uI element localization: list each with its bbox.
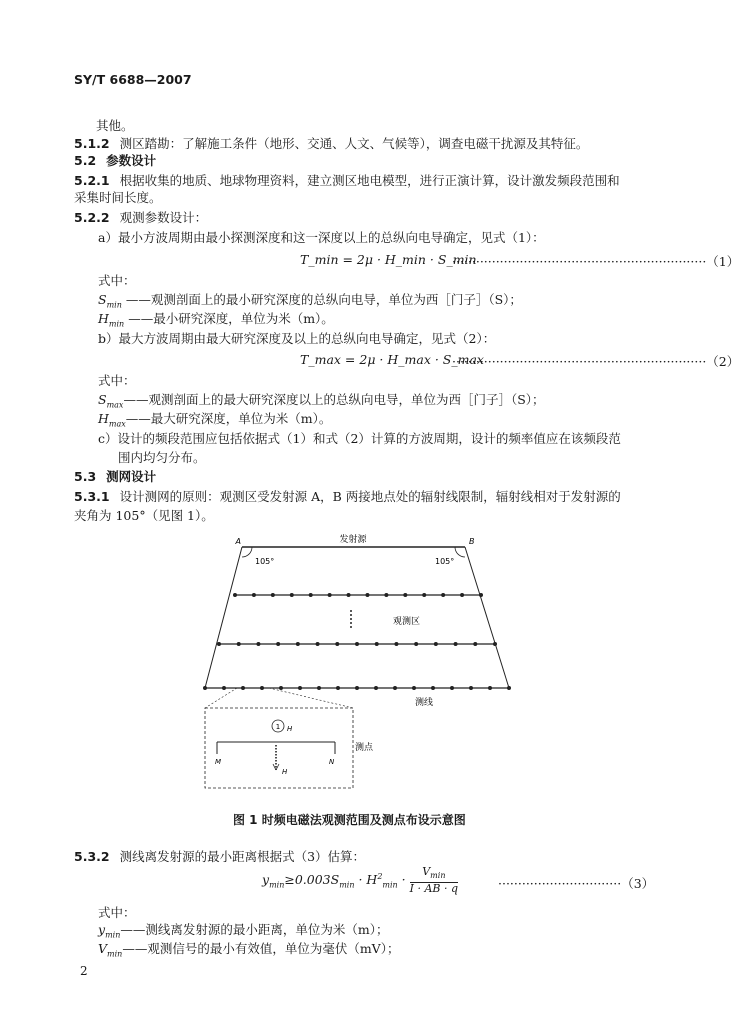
angle-right-label: 105° <box>435 557 455 566</box>
section-text: 测区踏勘：了解施工条件（地形、交通、人文、气候等），调查电磁干扰源及其特征。 <box>119 136 589 151</box>
symbol: $y_{min}$ <box>98 922 121 940</box>
def-ymin: $y_{min}——$测线离发射源的最小距离，单位为米（m）； <box>98 922 389 940</box>
text-line: 围内均匀分布。 <box>118 450 206 465</box>
svg-text:H: H <box>282 768 288 776</box>
formula-1 <box>300 252 477 267</box>
station-dot <box>271 593 275 597</box>
section-number: 5.2.1 <box>74 173 110 188</box>
station-dot <box>460 593 464 597</box>
section-text: 测线离发射源的最小距离根据式（3）估算： <box>119 849 366 864</box>
station-dot <box>450 686 454 690</box>
station-dot <box>237 642 241 646</box>
zoom-line-right <box>269 688 353 708</box>
station-dot <box>336 686 340 690</box>
section-number: 5.2.2 <box>74 210 110 225</box>
section-5-1-2 <box>74 136 588 152</box>
station-dot <box>252 593 256 597</box>
section-number: 5.1.2 <box>74 136 110 151</box>
formula-1-expression: T_min = 2μ · H_min · S_min <box>300 252 477 267</box>
station-dot <box>422 593 426 597</box>
section-number: 5.3 <box>74 469 97 484</box>
station-dot <box>222 686 226 690</box>
symbol: $S_{min}$ <box>98 292 122 310</box>
station-dot <box>507 686 511 690</box>
def-smin: $S_{min}$ ——观测剖面上的最小研究深度的总纵向电导，单位为西［门子］（S）； <box>98 292 522 310</box>
formula-3: $y_{min}\ge 0.003S_{min} \cdot H^2_{min}$ · $\frac{V_{min}}{I \cdot AB \cdot q}$ <box>262 865 459 896</box>
figure-1-diagram <box>195 530 525 800</box>
station-dot <box>317 686 321 690</box>
station-label: 测点 <box>355 743 374 753</box>
station-dot <box>365 593 369 597</box>
station-dot <box>256 642 260 646</box>
station-dot <box>203 686 207 690</box>
station-dots-line-2 <box>217 642 497 646</box>
station-dot <box>335 642 339 646</box>
angle-arc-left <box>242 547 252 557</box>
standard-code: SY/T 6688—2007 <box>74 72 192 87</box>
station-dot <box>316 642 320 646</box>
item-c: c）设计的频段范围应包括依据式（1）和式（2）计算的方波周期，设计的频率值应在该频段范 <box>98 431 621 446</box>
section-title: 参数设计 <box>106 153 157 168</box>
leader-dots: ································································ <box>452 354 707 369</box>
formula-2-expression: T_max = 2μ · H_max · S_max <box>300 352 484 367</box>
section-5-2-2 <box>74 210 207 226</box>
station-dot <box>217 642 221 646</box>
station-dot <box>434 642 438 646</box>
station-dot <box>355 686 359 690</box>
section-text: 观测参数设计： <box>119 210 208 225</box>
figure-caption: 图 1 时频电磁法观测范围及测点布设示意图 <box>233 813 466 827</box>
text-line: 式中： <box>98 373 136 388</box>
station-dot <box>290 593 294 597</box>
text-line: 式中： <box>98 905 136 920</box>
def-smax: $S_{max}——$观测剖面上的最大研究深度以上的总纵向电导，单位为西［门子］（S）； <box>98 392 545 410</box>
station-dot <box>384 593 388 597</box>
angle-arc-right <box>455 547 465 557</box>
section-number: 5.3.1 <box>74 489 110 504</box>
station-dot <box>347 593 351 597</box>
text-line: 夹角为 105°（见图 1）。 <box>74 508 214 523</box>
station-dot <box>328 593 332 597</box>
text-line: 其他。 <box>96 118 134 133</box>
section-5-3-1 <box>74 489 621 505</box>
def-vmin: $V_{min}——$观测信号的最小有效值，单位为毫伏（mV）； <box>98 941 400 959</box>
text-line: 式中： <box>98 273 136 288</box>
def-hmax: $H_{max}——$最大研究深度，单位为米（m）。 <box>98 411 332 429</box>
station-dot <box>374 686 378 690</box>
symbol: $S_{max}$ <box>98 392 124 410</box>
leader-dots: ································································ <box>452 254 707 269</box>
section-number: 5.3.2 <box>74 849 110 864</box>
line-label: 测线 <box>415 698 434 708</box>
station-dot <box>279 686 283 690</box>
section-title: 测网设计 <box>106 469 157 484</box>
section-5-2 <box>74 153 156 169</box>
leader-dots: ······························· <box>498 876 622 891</box>
station-dot <box>355 642 359 646</box>
formula-3-number: ·······························（3） <box>498 876 655 891</box>
station-dot <box>296 642 300 646</box>
area-label: 观测区 <box>393 617 421 627</box>
formula-1-number: ································································（1） <box>452 254 739 269</box>
item-b: b）最大方波周期由最大研究深度及以上的总纵向电导确定，见式（2）： <box>98 331 496 346</box>
section-5-2-1 <box>74 173 620 189</box>
station-dot <box>394 642 398 646</box>
station-dot <box>298 686 302 690</box>
formula-2-number: ································································（2） <box>452 354 739 369</box>
section-text: 设计测网的原则：观测区受发射源 A，B 两接地点处的辐射线限制，辐射线相对于发射源的 <box>119 489 621 504</box>
item-a: a）最小方波周期由最小探测深度和这一深度以上的总纵向电导确定，见式（1）： <box>98 230 545 245</box>
station-dot <box>454 642 458 646</box>
station-dot <box>309 593 313 597</box>
station-dot <box>241 686 245 690</box>
station-dot <box>473 642 477 646</box>
section-5-3 <box>74 469 156 485</box>
station-dot <box>414 642 418 646</box>
station-dot <box>441 593 445 597</box>
station-dot <box>479 593 483 597</box>
svg-text:1: 1 <box>275 723 281 731</box>
radiation-line-left <box>205 547 242 688</box>
station-dot <box>233 593 237 597</box>
station-dot <box>412 686 416 690</box>
station-dot <box>276 642 280 646</box>
station-dot <box>488 686 492 690</box>
page-number: 2 <box>80 964 88 978</box>
label-b: B <box>469 537 475 546</box>
station-dot <box>393 686 397 690</box>
text-line: 采集时间长度。 <box>74 190 162 205</box>
electrode-m: M <box>215 758 222 766</box>
electrode-n: N <box>329 758 335 766</box>
radiation-line-right <box>465 547 509 688</box>
section-5-3-2 <box>74 849 365 865</box>
section-number: 5.2 <box>74 153 97 168</box>
station-dot <box>431 686 435 690</box>
station-dot <box>260 686 264 690</box>
station-dot <box>469 686 473 690</box>
def-hmin: $H_{min}$ ——最小研究深度，单位为米（m）。 <box>98 311 334 329</box>
label-a: A <box>235 537 241 546</box>
svg-text:H: H <box>287 725 293 733</box>
symbol: $H_{min}$ <box>98 311 125 329</box>
angle-left-label: 105° <box>255 557 275 566</box>
symbol: $V_{min}$ <box>98 941 123 959</box>
source-label: 发射源 <box>339 535 367 545</box>
station-dot <box>493 642 497 646</box>
zoom-line-left <box>205 688 237 708</box>
section-text: 根据收集的地质、地球物理资料，建立测区地电模型，进行正演计算，设计激发频段范围和 <box>119 173 620 188</box>
station-dot <box>375 642 379 646</box>
symbol: $H_{max}$ <box>98 411 126 429</box>
station-dot <box>403 593 407 597</box>
